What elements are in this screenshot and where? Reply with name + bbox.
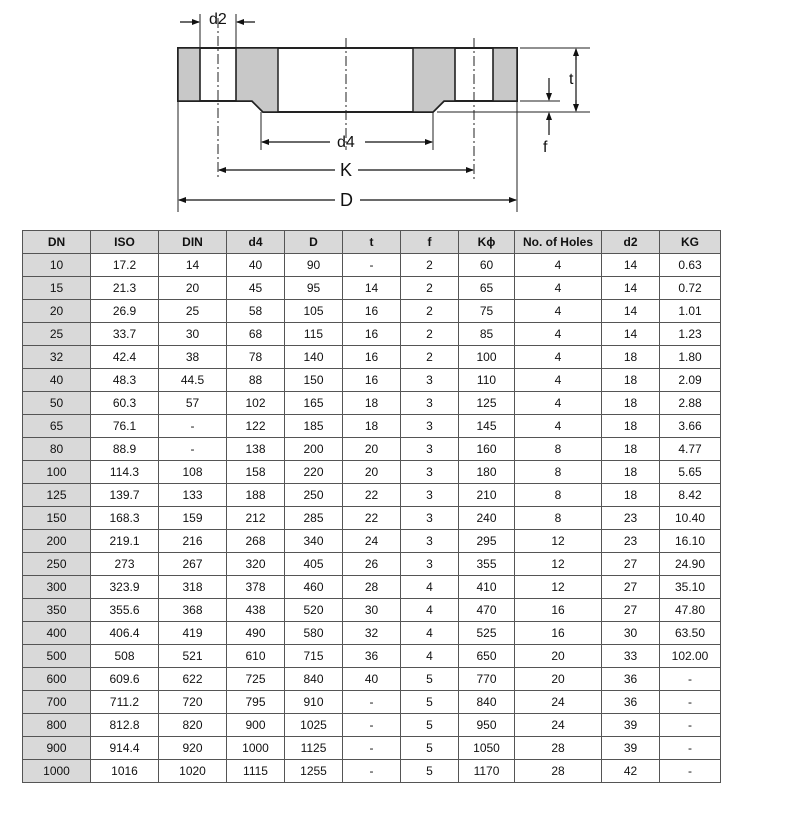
cell-holes: 8 [515,461,602,484]
cell-f: 5 [401,668,459,691]
table-row [23,530,721,553]
cell-holes: 4 [515,277,602,300]
cell-k: 950 [459,714,515,737]
cell-iso: 21.3 [91,277,159,300]
cell-d2: 27 [602,553,660,576]
cell-iso: 60.3 [91,392,159,415]
cell-d: 185 [285,415,343,438]
cell-f: 2 [401,300,459,323]
cell-t: 14 [343,277,401,300]
cell-f: 4 [401,599,459,622]
cell-kg: 10.40 [660,507,721,530]
cell-k: 410 [459,576,515,599]
cell-f: 4 [401,622,459,645]
cell-d: 1255 [285,760,343,783]
cell-d: 580 [285,622,343,645]
table-row [23,622,721,645]
cell-k: 160 [459,438,515,461]
cell-f: 3 [401,415,459,438]
cell-d: 405 [285,553,343,576]
table-row [23,507,721,530]
cell-t: 18 [343,415,401,438]
cell-dn: 10 [23,254,91,277]
cell-f: 5 [401,714,459,737]
cell-t: - [343,691,401,714]
cell-k: 295 [459,530,515,553]
cell-iso: 168.3 [91,507,159,530]
cell-d4: 725 [227,668,285,691]
cell-holes: 4 [515,346,602,369]
table-row [23,346,721,369]
cell-f: 3 [401,369,459,392]
cell-d: 165 [285,392,343,415]
cell-dn: 80 [23,438,91,461]
cell-d: 840 [285,668,343,691]
cell-d4: 78 [227,346,285,369]
cell-d: 1025 [285,714,343,737]
cell-iso: 139.7 [91,484,159,507]
cell-kg: 5.65 [660,461,721,484]
cell-kg: 2.88 [660,392,721,415]
cell-dn: 200 [23,530,91,553]
cell-d: 220 [285,461,343,484]
cell-iso: 812.8 [91,714,159,737]
header-d4: d4 [227,231,285,254]
cell-f: 3 [401,530,459,553]
d-label: D [340,190,353,210]
header-din: DIN [159,231,227,254]
cell-din: 30 [159,323,227,346]
cell-din: 57 [159,392,227,415]
cell-holes: 4 [515,300,602,323]
cell-din: 216 [159,530,227,553]
cell-d2: 27 [602,576,660,599]
cell-d4: 58 [227,300,285,323]
cell-d4: 900 [227,714,285,737]
cell-f: 3 [401,553,459,576]
cell-iso: 76.1 [91,415,159,438]
cell-k: 180 [459,461,515,484]
table-row [23,553,721,576]
cell-d4: 122 [227,415,285,438]
flange-cross-section-diagram [0,0,791,225]
k-label: K [340,160,353,180]
cell-holes: 12 [515,530,602,553]
header-k: Kϕ [459,231,515,254]
table-row [23,714,721,737]
cell-t: 20 [343,438,401,461]
table-row [23,737,721,760]
cell-d4: 320 [227,553,285,576]
cell-din: 14 [159,254,227,277]
flange-body [178,48,517,112]
table-row [23,323,721,346]
cell-dn: 700 [23,691,91,714]
cell-d2: 18 [602,369,660,392]
cell-din: - [159,415,227,438]
header-holes: No. of Holes [515,231,602,254]
table-body [23,254,721,783]
cell-kg: 1.80 [660,346,721,369]
cell-kg: 3.66 [660,415,721,438]
table-row [23,254,721,277]
cell-d2: 18 [602,346,660,369]
cell-t: 16 [343,300,401,323]
cell-dn: 900 [23,737,91,760]
cell-f: 3 [401,392,459,415]
cell-d2: 14 [602,300,660,323]
cell-holes: 12 [515,576,602,599]
cell-d2: 30 [602,622,660,645]
cell-holes: 4 [515,254,602,277]
cell-dn: 40 [23,369,91,392]
cell-t: 32 [343,622,401,645]
cell-t: - [343,760,401,783]
cell-iso: 609.6 [91,668,159,691]
cell-kg: 47.80 [660,599,721,622]
cell-d: 140 [285,346,343,369]
cell-holes: 4 [515,415,602,438]
cell-din: 521 [159,645,227,668]
cell-holes: 12 [515,553,602,576]
cell-d: 460 [285,576,343,599]
cell-d2: 14 [602,277,660,300]
flange-dimension-table [22,230,721,783]
cell-din: 267 [159,553,227,576]
cell-t: - [343,254,401,277]
cell-din: 20 [159,277,227,300]
cell-k: 75 [459,300,515,323]
cell-t: 22 [343,507,401,530]
cell-k: 240 [459,507,515,530]
cell-d4: 102 [227,392,285,415]
cell-d4: 188 [227,484,285,507]
cell-kg: 8.42 [660,484,721,507]
cell-d4: 438 [227,599,285,622]
cell-t: 16 [343,369,401,392]
cell-d4: 268 [227,530,285,553]
header-dn: DN [23,231,91,254]
table-row [23,599,721,622]
cell-d2: 39 [602,737,660,760]
table-row [23,369,721,392]
cell-iso: 114.3 [91,461,159,484]
cell-t: 16 [343,323,401,346]
cell-f: 2 [401,346,459,369]
d4-label: d4 [337,134,355,151]
cell-din: 25 [159,300,227,323]
cell-d2: 18 [602,484,660,507]
cell-f: 5 [401,691,459,714]
cell-dn: 800 [23,714,91,737]
cell-iso: 17.2 [91,254,159,277]
cell-t: 40 [343,668,401,691]
f-label: f [543,139,548,156]
cell-dn: 150 [23,507,91,530]
cell-din: 159 [159,507,227,530]
cell-kg: 16.10 [660,530,721,553]
cell-kg: 35.10 [660,576,721,599]
table-row [23,760,721,783]
cell-holes: 20 [515,645,602,668]
cell-holes: 20 [515,668,602,691]
cell-d2: 14 [602,323,660,346]
cell-kg: - [660,760,721,783]
cell-din: 368 [159,599,227,622]
cell-t: 20 [343,461,401,484]
cell-d4: 212 [227,507,285,530]
cell-d2: 18 [602,392,660,415]
table-row [23,438,721,461]
cell-holes: 8 [515,484,602,507]
cell-kg: 1.01 [660,300,721,323]
d2-label: d2 [209,11,227,28]
cell-dn: 100 [23,461,91,484]
cell-d4: 490 [227,622,285,645]
table-row [23,576,721,599]
t-label: t [569,71,574,88]
cell-kg: 0.72 [660,277,721,300]
table-header-row [23,231,721,254]
cell-holes: 8 [515,507,602,530]
table-row [23,645,721,668]
cell-d2: 36 [602,691,660,714]
cell-t: - [343,737,401,760]
cell-f: 2 [401,254,459,277]
cell-kg: - [660,714,721,737]
cell-f: 5 [401,737,459,760]
cell-t: 26 [343,553,401,576]
cell-kg: 1.23 [660,323,721,346]
cell-d2: 23 [602,530,660,553]
cell-dn: 300 [23,576,91,599]
cell-d: 285 [285,507,343,530]
cell-d2: 18 [602,461,660,484]
cell-iso: 914.4 [91,737,159,760]
cell-k: 125 [459,392,515,415]
cell-d4: 68 [227,323,285,346]
cell-iso: 273 [91,553,159,576]
header-t: t [343,231,401,254]
cell-k: 85 [459,323,515,346]
cell-d4: 158 [227,461,285,484]
cell-f: 2 [401,323,459,346]
cell-f: 3 [401,438,459,461]
cell-k: 1050 [459,737,515,760]
cell-dn: 20 [23,300,91,323]
cell-k: 210 [459,484,515,507]
cell-k: 65 [459,277,515,300]
cell-k: 470 [459,599,515,622]
cell-kg: 63.50 [660,622,721,645]
cell-d2: 36 [602,668,660,691]
table-row [23,277,721,300]
cell-kg: 2.09 [660,369,721,392]
table-row [23,691,721,714]
cell-holes: 8 [515,438,602,461]
cell-d4: 610 [227,645,285,668]
cell-iso: 26.9 [91,300,159,323]
cell-dn: 15 [23,277,91,300]
cell-iso: 508 [91,645,159,668]
cell-d: 910 [285,691,343,714]
cell-k: 100 [459,346,515,369]
cell-iso: 33.7 [91,323,159,346]
cell-d4: 1115 [227,760,285,783]
cell-k: 840 [459,691,515,714]
cell-holes: 24 [515,714,602,737]
cell-dn: 25 [23,323,91,346]
cell-d4: 795 [227,691,285,714]
cell-kg: - [660,668,721,691]
cell-iso: 355.6 [91,599,159,622]
cell-holes: 4 [515,392,602,415]
cell-din: 108 [159,461,227,484]
cell-din: 622 [159,668,227,691]
cell-t: 18 [343,392,401,415]
cell-d4: 40 [227,254,285,277]
cell-k: 145 [459,415,515,438]
cell-din: - [159,438,227,461]
table-row [23,415,721,438]
cell-d: 340 [285,530,343,553]
cell-t: 16 [343,346,401,369]
cell-kg: - [660,691,721,714]
cell-iso: 42.4 [91,346,159,369]
cell-d4: 45 [227,277,285,300]
cell-dn: 250 [23,553,91,576]
cell-dn: 50 [23,392,91,415]
cell-din: 38 [159,346,227,369]
cell-holes: 28 [515,737,602,760]
cell-dn: 32 [23,346,91,369]
cell-k: 525 [459,622,515,645]
cell-d2: 33 [602,645,660,668]
cell-holes: 16 [515,599,602,622]
cell-dn: 500 [23,645,91,668]
cell-d: 250 [285,484,343,507]
cell-holes: 4 [515,369,602,392]
cell-t: 30 [343,599,401,622]
cell-d: 1125 [285,737,343,760]
cell-f: 2 [401,277,459,300]
cell-d: 520 [285,599,343,622]
cell-d2: 42 [602,760,660,783]
cell-d4: 138 [227,438,285,461]
cell-d2: 27 [602,599,660,622]
cell-iso: 711.2 [91,691,159,714]
cell-k: 770 [459,668,515,691]
table-row [23,461,721,484]
cell-dn: 600 [23,668,91,691]
cell-kg: - [660,737,721,760]
cell-d4: 378 [227,576,285,599]
cell-t: 22 [343,484,401,507]
cell-k: 650 [459,645,515,668]
cell-holes: 16 [515,622,602,645]
cell-d2: 14 [602,254,660,277]
cell-f: 3 [401,507,459,530]
cell-t: 24 [343,530,401,553]
cell-holes: 4 [515,323,602,346]
cell-kg: 4.77 [660,438,721,461]
cell-d: 150 [285,369,343,392]
cell-d: 115 [285,323,343,346]
cell-holes: 28 [515,760,602,783]
cell-iso: 406.4 [91,622,159,645]
cell-k: 1170 [459,760,515,783]
cell-d: 715 [285,645,343,668]
cell-din: 820 [159,714,227,737]
cell-din: 318 [159,576,227,599]
cell-d: 90 [285,254,343,277]
header-iso: ISO [91,231,159,254]
cell-f: 3 [401,484,459,507]
cell-dn: 65 [23,415,91,438]
cell-iso: 219.1 [91,530,159,553]
cell-kg: 0.63 [660,254,721,277]
cell-din: 720 [159,691,227,714]
header-d2: d2 [602,231,660,254]
cell-d2: 23 [602,507,660,530]
header-d: D [285,231,343,254]
header-f: f [401,231,459,254]
cell-d2: 18 [602,438,660,461]
cell-d4: 1000 [227,737,285,760]
cell-din: 920 [159,737,227,760]
cell-iso: 88.9 [91,438,159,461]
cell-k: 355 [459,553,515,576]
cell-kg: 24.90 [660,553,721,576]
cell-din: 1020 [159,760,227,783]
cell-holes: 24 [515,691,602,714]
cell-d2: 39 [602,714,660,737]
cell-dn: 1000 [23,760,91,783]
cell-t: 28 [343,576,401,599]
cell-iso: 48.3 [91,369,159,392]
header-kg: KG [660,231,721,254]
table-row [23,668,721,691]
table-row [23,392,721,415]
table-row [23,484,721,507]
cell-d2: 18 [602,415,660,438]
cell-kg: 102.00 [660,645,721,668]
cell-din: 419 [159,622,227,645]
cell-f: 3 [401,461,459,484]
cell-iso: 1016 [91,760,159,783]
cell-k: 60 [459,254,515,277]
cell-d: 200 [285,438,343,461]
cell-d: 105 [285,300,343,323]
cell-k: 110 [459,369,515,392]
cell-d4: 88 [227,369,285,392]
cell-t: 36 [343,645,401,668]
cell-dn: 125 [23,484,91,507]
cell-f: 5 [401,760,459,783]
cell-f: 4 [401,645,459,668]
cell-dn: 350 [23,599,91,622]
cell-iso: 323.9 [91,576,159,599]
cell-din: 44.5 [159,369,227,392]
cell-f: 4 [401,576,459,599]
cell-din: 133 [159,484,227,507]
cell-dn: 400 [23,622,91,645]
cell-d: 95 [285,277,343,300]
cell-t: - [343,714,401,737]
table-row [23,300,721,323]
